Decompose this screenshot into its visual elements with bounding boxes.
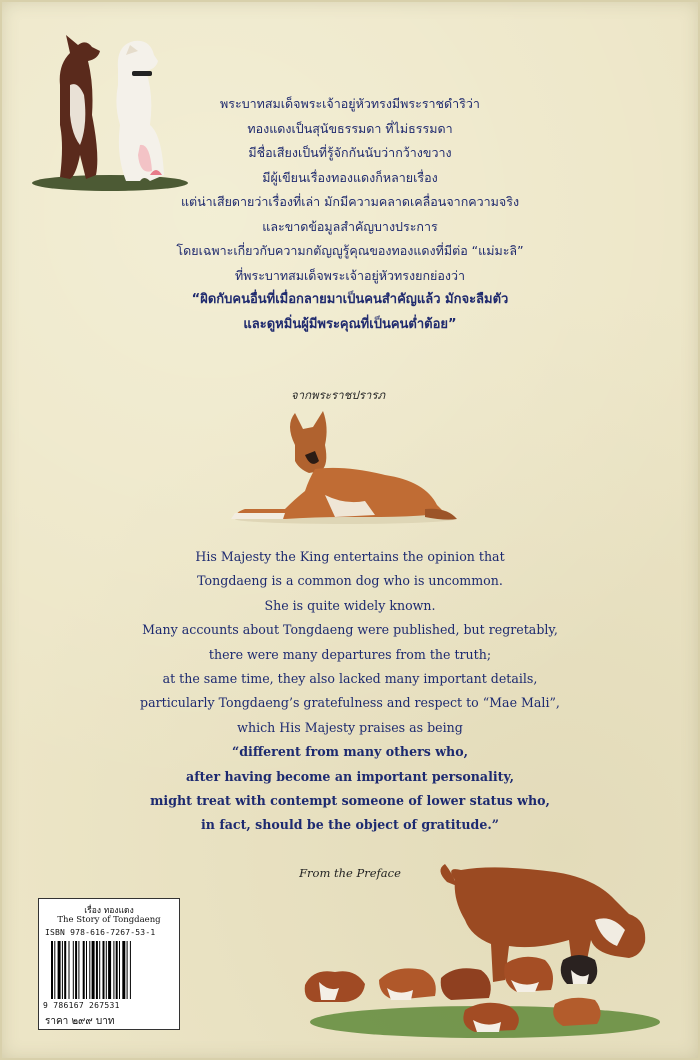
dog-with-puppies-photo: [295, 860, 665, 1045]
english-line: at the same time, they also lacked many important details,: [162, 671, 538, 687]
thai-line: มีชื่อเสียงเป็นที่รู้จักกันนับว่ากว้างขวาง: [248, 145, 452, 160]
thai-line: ที่พระบาทสมเด็จพระเจ้าอยู่หัวทรงยกย่องว่า: [235, 267, 465, 283]
barcode-icon: [51, 941, 167, 999]
book-title-thai: เรื่อง ทองแดง: [84, 906, 134, 916]
english-description: [100, 545, 600, 838]
thai-line: ทองแดงเป็นสุนัขธรรมดา ที่ไม่ธรรมดา: [247, 120, 453, 136]
english-quote-line: after having become an important personality,: [186, 768, 514, 784]
english-line: which His Majesty praises as being: [237, 719, 463, 735]
english-line: there were many departures from the truth;: [208, 646, 492, 662]
thai-line: แต่น่าเสียดายว่าเรื่องที่เล่า มักมีความคลาดเคลื่อนจากความจริง: [180, 194, 520, 209]
barcode-digits: 9 786167 267531: [43, 1001, 120, 1010]
english-line: She is quite widely known.: [264, 597, 436, 613]
thai-line: พระบาทสมเด็จพระเจ้าอยู่หัวทรงมีพระราชดำริว่า: [220, 96, 480, 111]
english-line: particularly Tongdaeng’s gratefulness and respect to “Mae Mali”,: [140, 695, 560, 711]
barcode-label: [38, 898, 180, 1030]
english-source: From the Preface: [299, 866, 401, 880]
thai-quote-line: และดูหมิ่นผู้มีพระคุณที่เป็นคนต่ำต้อย”: [243, 316, 457, 332]
english-line: Tongdaeng is a common dog who is uncommon.: [197, 573, 503, 589]
price-text: ราคา ๒๙๙ บาท: [45, 1016, 115, 1027]
thai-quote-line: “ผิดกับคนอื่นที่เมื่อกลายมาเป็นคนสำคัญแล้ว มักจะลืมตัว: [191, 292, 509, 307]
thai-source: จากพระราชปรารภ: [290, 388, 386, 402]
thai-line: และขาดข้อมูลสำคัญบางประการ: [262, 218, 438, 234]
thai-line: มีผู้เขียนเรื่องทองแดงก็หลายเรื่อง: [262, 169, 438, 185]
english-line: Many accounts about Tongdaeng were published, but regretably,: [142, 622, 558, 638]
english-quote-line: “different from many others who,: [232, 744, 468, 760]
book-title-english: The Story of Tongdaeng: [57, 915, 161, 925]
english-quote-line: might treat with contempt someone of lower status who,: [150, 793, 550, 809]
isbn-text: ISBN 978-616-7267-53-1: [45, 928, 156, 937]
lying-dog-photo: [225, 405, 465, 530]
english-quote-line: in fact, should be the object of gratitude.”: [201, 817, 499, 833]
english-line: His Majesty the King entertains the opinion that: [195, 549, 505, 564]
thai-line: โดยเฉพาะเกี่ยวกับความกตัญญูรู้คุณของทองแดงที่มีต่อ “แม่มะลิ”: [176, 243, 524, 258]
thai-description: [150, 92, 550, 337]
